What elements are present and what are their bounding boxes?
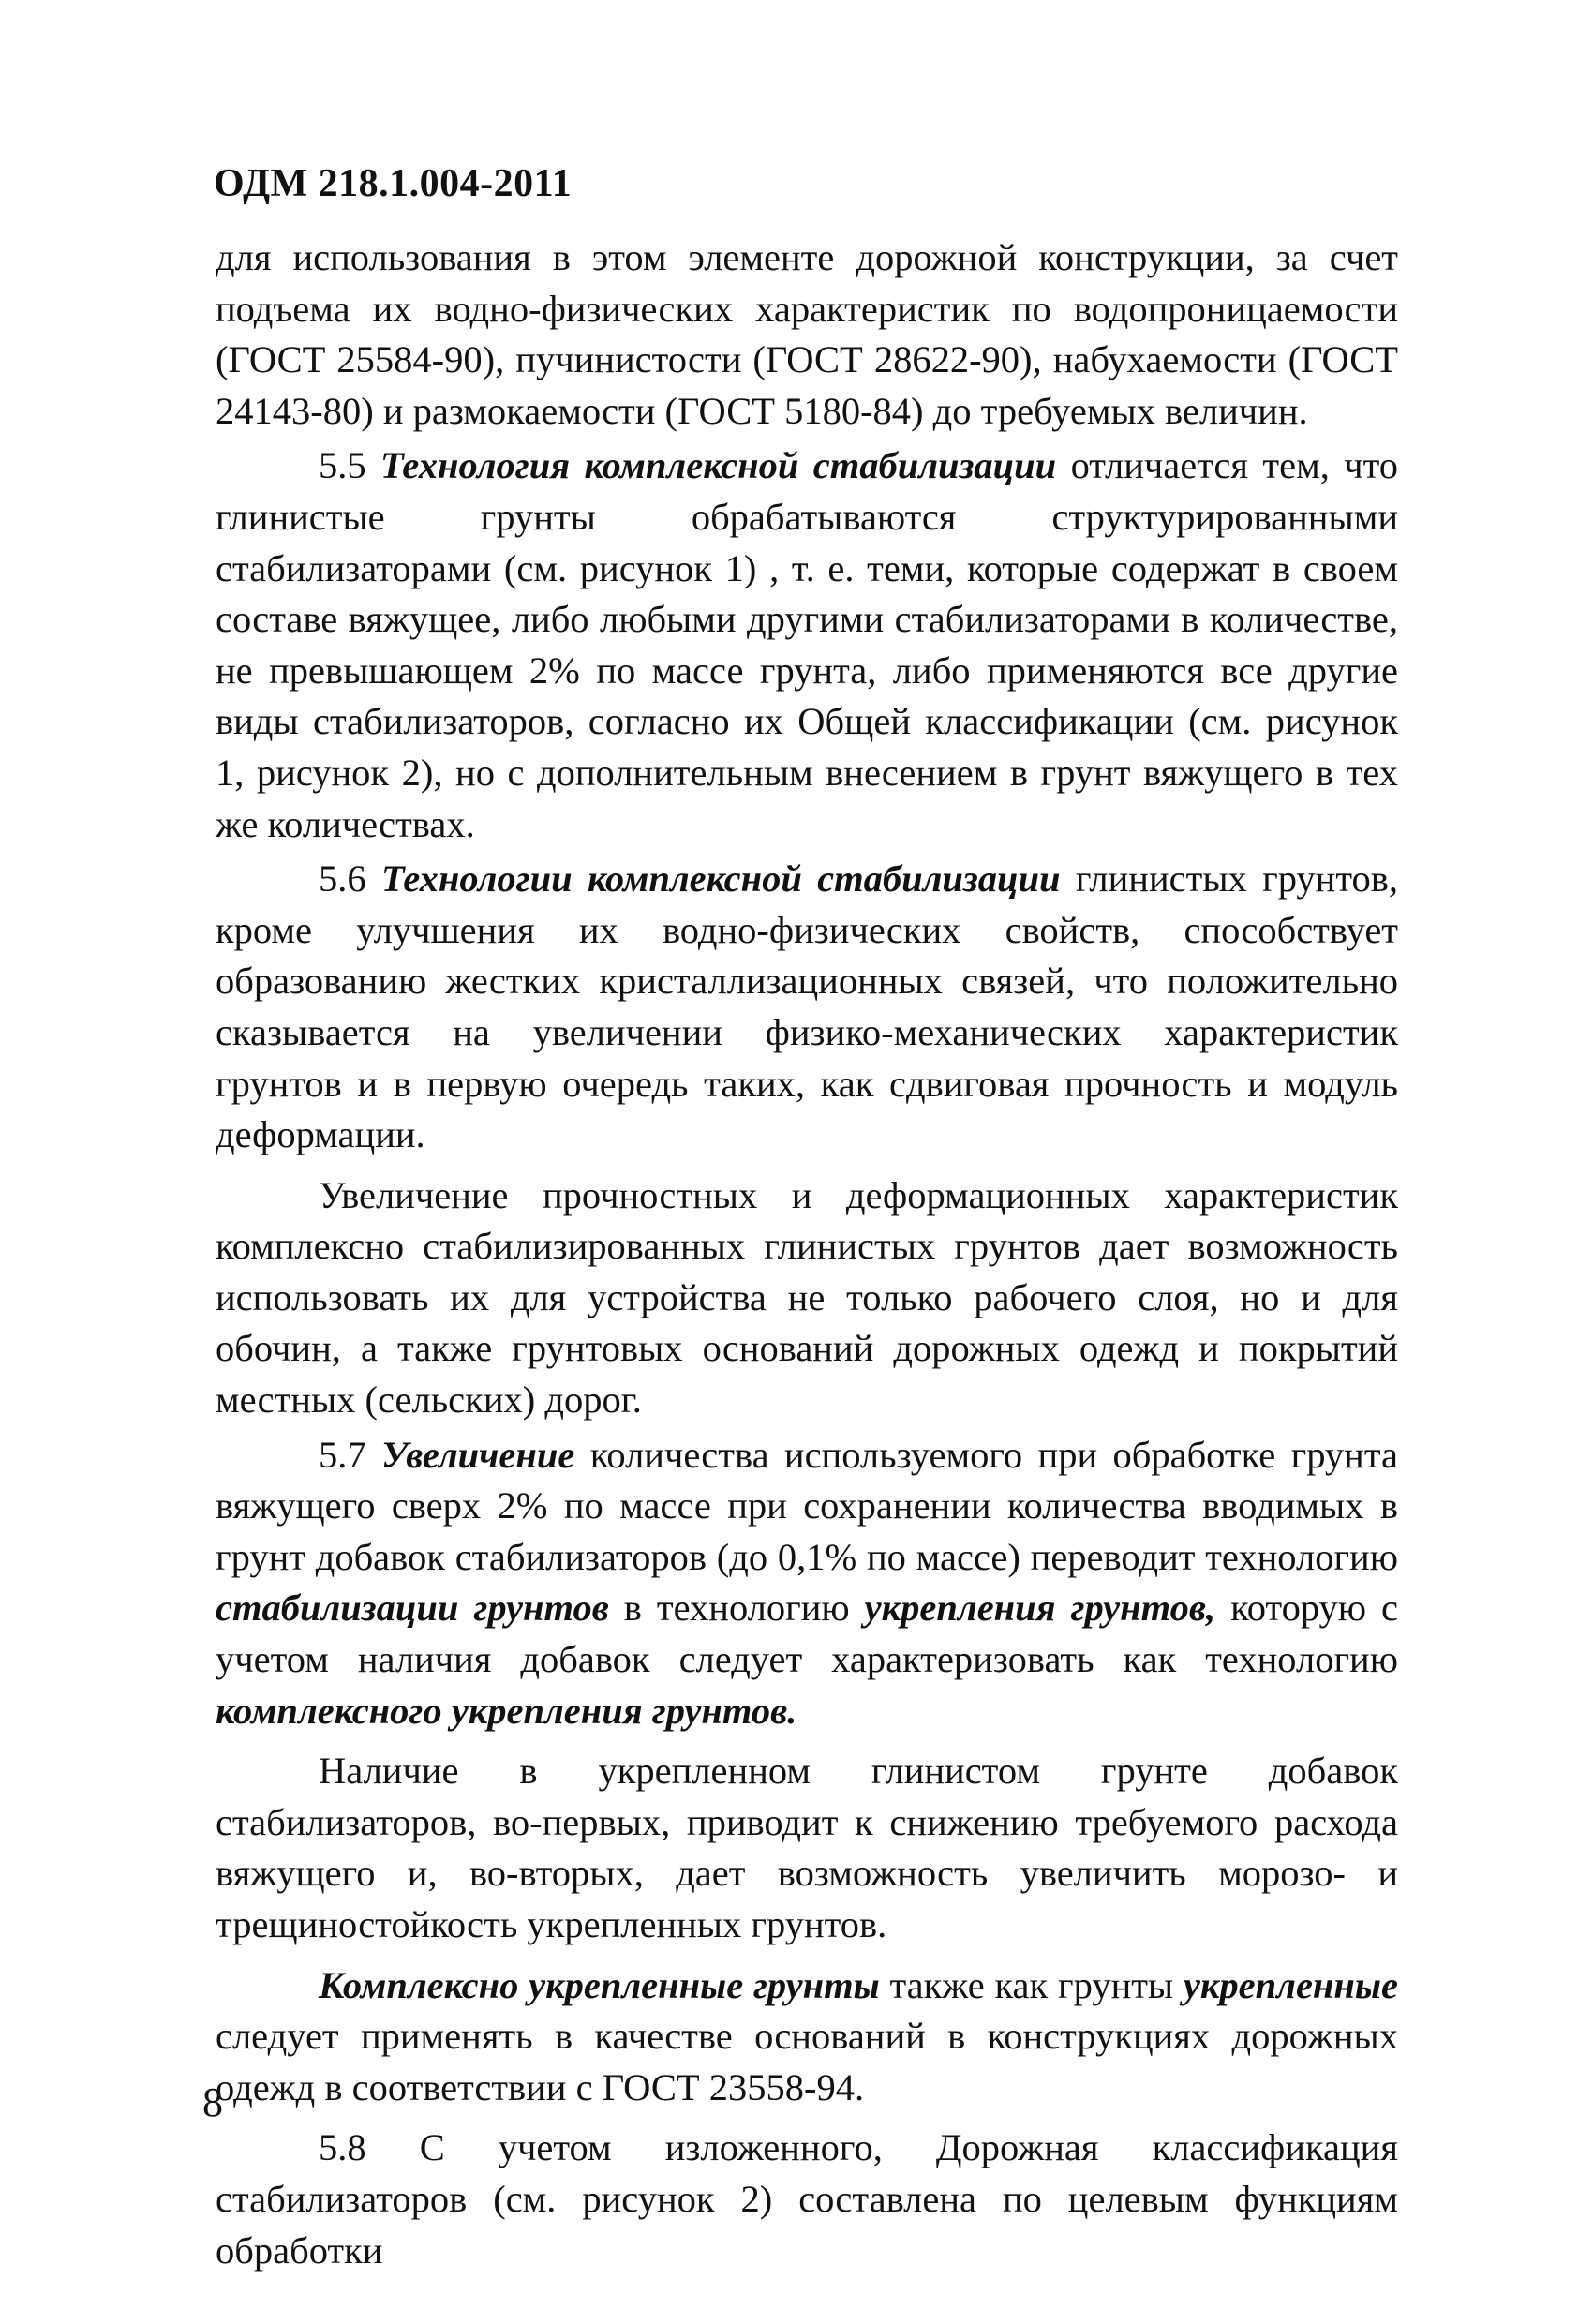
paragraph-5-8 [216, 2123, 1398, 2276]
text-segment: количества используемого при обработке грунта вяжущего сверх 2% по массе при сохранении количества вводимых в грунт добавок стабилизаторов (до 0,1% по массе) переводит технологию [216, 1433, 1399, 1578]
paragraph-continuation [216, 232, 1398, 437]
document-body [216, 232, 1398, 2276]
text-segment: следует применять в качестве оснований в конструкциях дорожных одежд в соответствии с ГОСТ 23558-94. [216, 2015, 1398, 2108]
text-segment: 5.8 С учетом изложенного, Дорожная классификация стабилизаторов (см. рисунок 2) составлена по целевым функциям обработки [216, 2126, 1398, 2272]
text-segment: также как грунты [879, 1963, 1184, 2006]
page-number: 8 [202, 2079, 223, 2125]
text-segment: для использования в этом элементе дорожной конструкции, за счет подъема их водно-физических характеристик по водопроницаемости (ГОСТ 25584-90), пучинистости (ГОСТ 28622-90), набухаемости (ГОСТ 24143-80) и размокаемости (ГОСТ 5180-84) до требуемых величин. [216, 236, 1398, 432]
clause-number: 5.7 [319, 1433, 381, 1476]
text-segment: Наличие в укрепленном глинистом грунте добавок стабилизаторов, во-первых, приводит к снижению требуемого расхода вяжущего и, во-вторых, дает возможность увеличить морозо- и трещиностойкость укрепленных грунтов. [216, 1750, 1398, 1945]
text-segment: которую с учетом наличия добавок следует характеризовать как технологию [216, 1587, 1398, 1681]
paragraph-stabilizer-additives [216, 1746, 1398, 1950]
emphasized-term: Технологии комплексной стабилизации [380, 857, 1061, 901]
clause-number: 5.5 [319, 444, 381, 487]
text-segment: Увеличение прочностных и деформационных характеристик комплексно стабилизированных глинистых грунтов дает возможность использовать их для устройства не только рабочего слоя, но и для обочин, а также грунтовых оснований дорожных одежд и покрытий местных (сельских) дорог. [216, 1173, 1398, 1422]
paragraph-strength-increase [216, 1170, 1398, 1426]
paragraph-5-5 [216, 440, 1398, 850]
text-segment: отличается тем, что глинистые грунты обрабатываются структурированными стабилизаторами (см. рисунок 1) , т. е. теми, которые содержат в своем составе вяжущее, либо любыми другими стабилизаторами в количестве, не превышающем 2% по массе грунта, либо применяются все другие виды стабилизаторов, согласно их Общей классификации (см. рисунок 1, рисунок 2), но с дополнительным внесением в грунт вяжущего в тех же количествах. [216, 444, 1398, 845]
document-code-header: ОДМ 218.1.004-2011 [214, 162, 573, 205]
text-segment: в технологию [608, 1587, 865, 1630]
paragraph-5-7 [216, 1430, 1398, 1737]
clause-number: 5.6 [319, 857, 381, 901]
paragraph-5-6 [216, 854, 1398, 1161]
emphasized-term: стабилизации грунтов [216, 1587, 609, 1630]
emphasized-term: укрепления грунтов, [864, 1587, 1216, 1630]
emphasized-term: Увеличение [380, 1433, 575, 1476]
emphasized-term: комплексного укрепления грунтов. [216, 1689, 797, 1732]
paragraph-complex-reinforced-soils [216, 1960, 1398, 2114]
emphasized-term: укрепленные [1183, 1963, 1398, 2006]
text-segment: глинистых грунтов, кроме улучшения их водно-физических свойств, способствует образованию жестких кристаллизационных связей, что положительно сказывается на увеличении физико-механических характеристик грунтов и в первую очередь таких, как сдвиговая прочность и модуль деформации. [216, 857, 1399, 1156]
emphasized-term: Комплексно укрепленные грунты [319, 1963, 880, 2006]
emphasized-term: Технология комплексной стабилизации [380, 444, 1057, 487]
